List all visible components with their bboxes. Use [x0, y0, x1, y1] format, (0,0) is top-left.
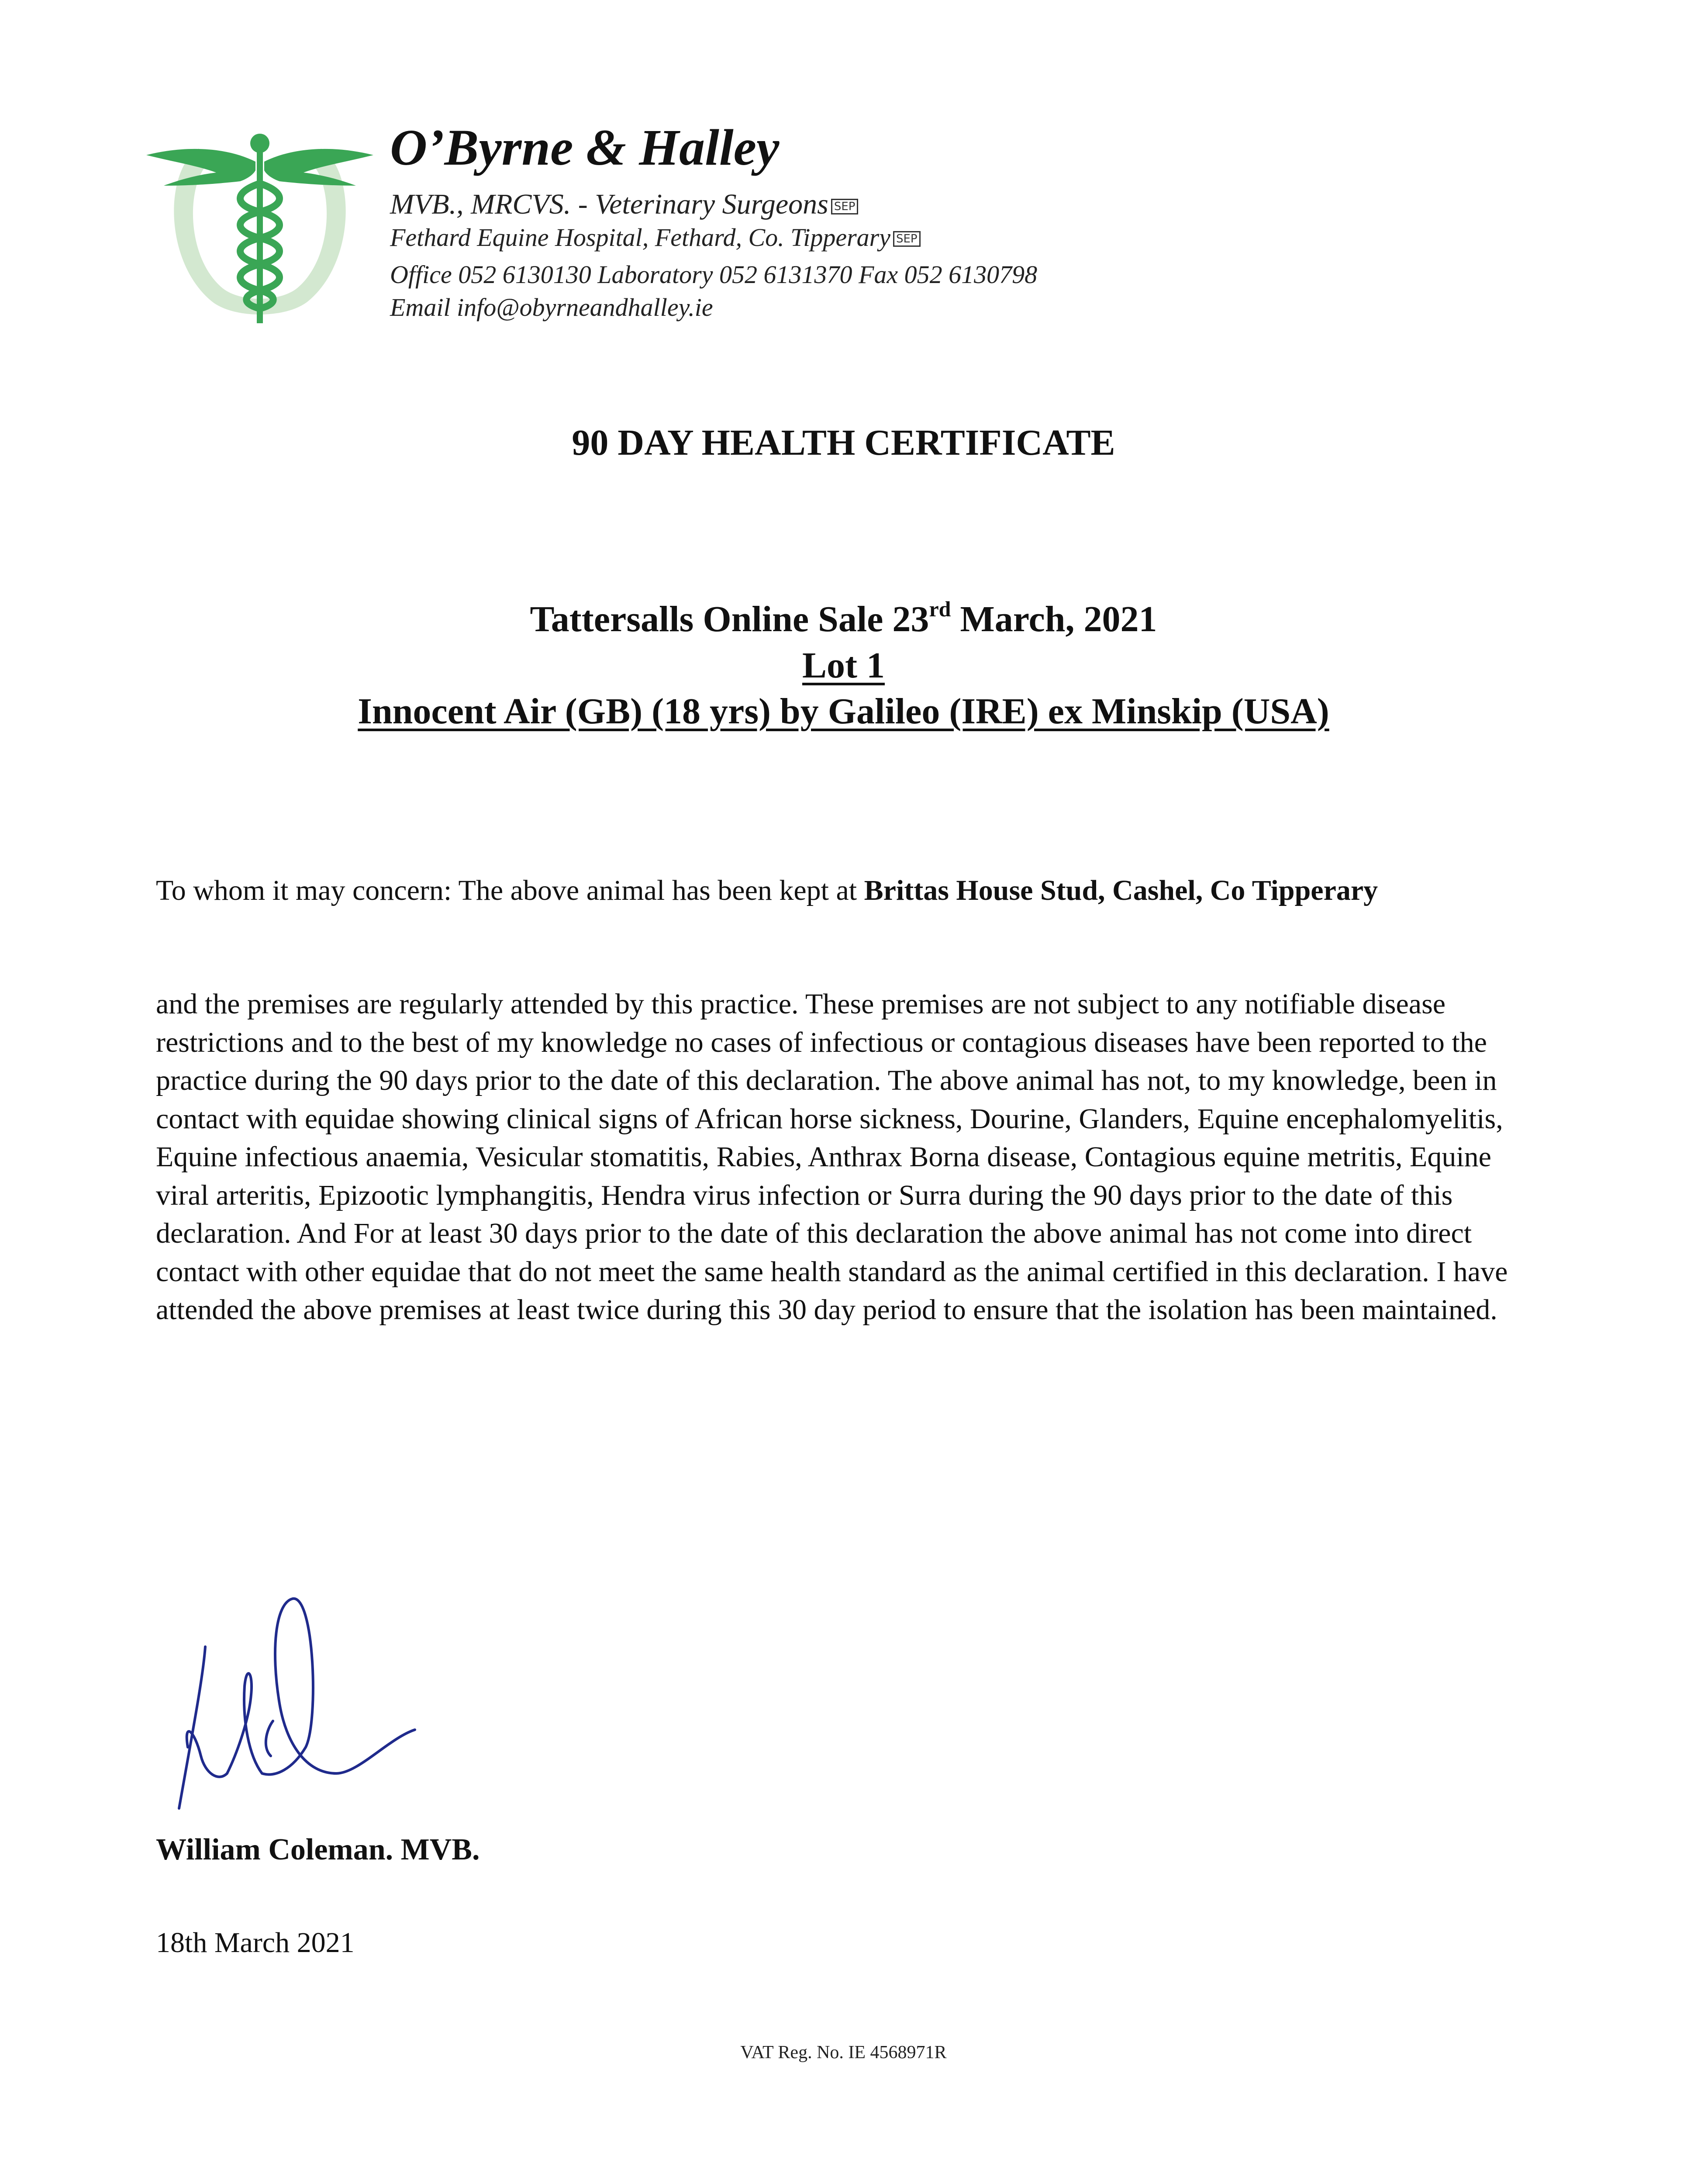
practice-name: O’Byrne & Halley — [390, 119, 780, 176]
declaration-paragraph: and the premises are regularly attended by this practice. These premises are not subject to any notifiable disease restrictions and to the best of my knowledge no cases of infectious or contagious diseases have been reported to the practice during the 90 days prior to the date of this declaration. The above animal has not, to my knowledge, been in contact with equidae showing clinical signs of African horse sickness, Dourine, Glanders, Equine encephalomyelitis, Equine infectious anaemia, Vesicular stomatitis, Rabies, Anthrax Borna disease, Contagious equine metritis, Equine viral arteritis, Epizootic lymphangitis, Hendra virus infection or Surra during the 90 days prior to the date of this declaration. And For at least 30 days prior to the date of this declaration the above animal has not come into direct contact with other equidae that do not meet the same health standard as the animal certified in this declaration. I have attended the above premises at least twice during this 30 day period to ensure that the isolation has been maintained. — [156, 988, 1508, 1326]
practice-qualifications: MVB., MRCVS. - Veterinary Surgeons SEP — [390, 188, 858, 221]
sale-line: Tattersalls Online Sale 23rd March, 2021 — [530, 597, 1157, 639]
practice-address: Fethard Equine Hospital, Fethard, Co. Tipperary SEP — [390, 223, 921, 252]
intro-paragraph: To whom it may concern: The above animal has been kept at Brittas House Stud, Cashel, Co Tipperary — [156, 874, 1378, 906]
practice-phone: Office 052 6130130 Laboratory 052 6131370 Fax 052 6130798 — [390, 260, 1038, 289]
sep-glyph: SEP — [893, 231, 921, 247]
signatory-name: William Coleman. MVB. — [156, 1833, 480, 1866]
signature-date: 18th March 2021 — [156, 1927, 355, 1959]
horse-details: Innocent Air (GB) (18 yrs) by Galileo (IRE) ex Minskip (USA) — [358, 691, 1329, 732]
practice-email: Email info@obyrneandhalley.ie — [390, 293, 713, 321]
lot-number: Lot 1 — [802, 645, 885, 686]
caduceus-logo — [146, 131, 373, 328]
vat-number: VAT Reg. No. IE 4568971R — [740, 2042, 947, 2063]
certificate-title: 90 DAY HEALTH CERTIFICATE — [572, 422, 1115, 463]
sep-glyph: SEP — [831, 199, 859, 214]
signature — [162, 1590, 432, 1826]
premises-name: Brittas House Stud, Cashel, Co Tipperary — [864, 874, 1378, 906]
